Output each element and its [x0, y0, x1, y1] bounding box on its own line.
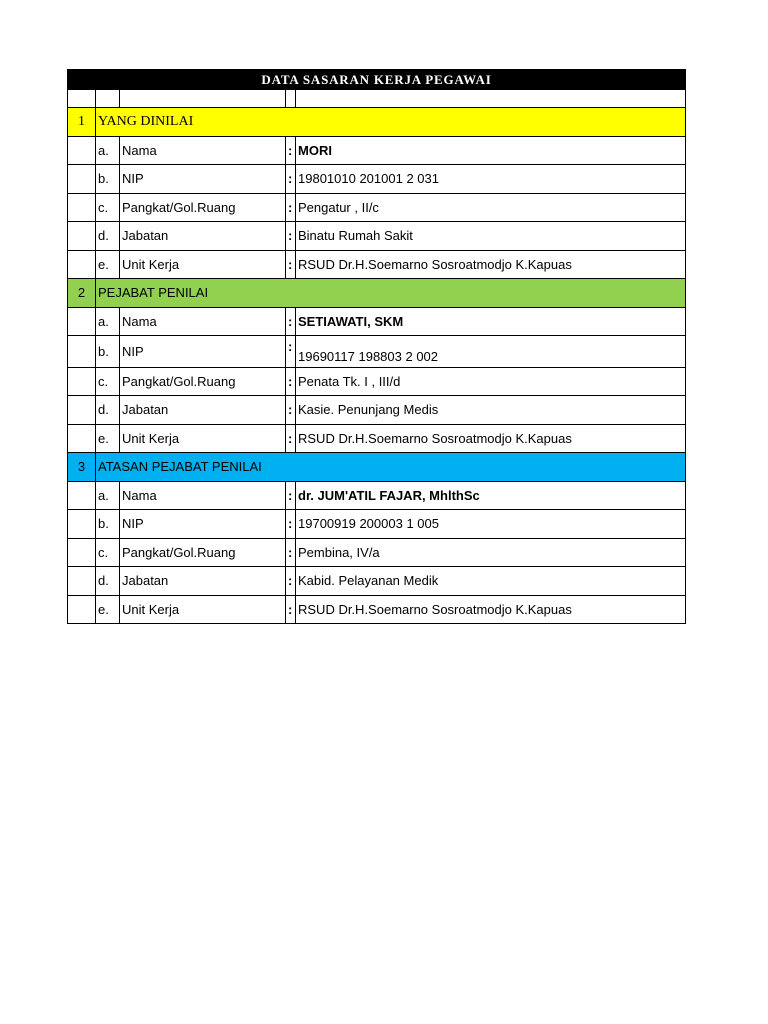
row-label[interactable]: Jabatan: [120, 567, 286, 596]
row-letter[interactable]: a.: [96, 307, 120, 336]
colon-cell[interactable]: :: [286, 510, 296, 539]
row-letter[interactable]: e.: [96, 250, 120, 279]
blank-cell[interactable]: [96, 90, 120, 108]
colon-cell[interactable]: :: [286, 165, 296, 194]
number-cell[interactable]: [68, 136, 96, 165]
section-number[interactable]: 1: [68, 108, 96, 137]
row-value[interactable]: RSUD Dr.H.Soemarno Sosroatmodjo K.Kapuas: [296, 424, 686, 453]
section-header-atasan-pejabat-penilai: [68, 453, 686, 482]
row-label[interactable]: Nama: [120, 136, 286, 165]
number-cell[interactable]: [68, 367, 96, 396]
number-cell[interactable]: [68, 510, 96, 539]
blank-cell[interactable]: [68, 90, 96, 108]
table-row: [68, 595, 686, 624]
table-row: [68, 567, 686, 596]
section-header-pejabat-penilai: [68, 279, 686, 308]
colon-cell[interactable]: :: [286, 336, 296, 368]
number-cell[interactable]: [68, 222, 96, 251]
number-cell[interactable]: [68, 538, 96, 567]
row-letter[interactable]: b.: [96, 510, 120, 539]
section-title[interactable]: YANG DINILAI: [96, 108, 686, 137]
row-label[interactable]: Pangkat/Gol.Ruang: [120, 193, 286, 222]
number-cell[interactable]: [68, 567, 96, 596]
row-value[interactable]: Pembina, IV/a: [296, 538, 686, 567]
row-label[interactable]: NIP: [120, 336, 286, 368]
table-row: [68, 193, 686, 222]
row-letter[interactable]: a.: [96, 481, 120, 510]
row-label[interactable]: Nama: [120, 307, 286, 336]
row-letter[interactable]: a.: [96, 136, 120, 165]
row-value[interactable]: Penata Tk. I , III/d: [296, 367, 686, 396]
number-cell[interactable]: [68, 193, 96, 222]
row-label[interactable]: Unit Kerja: [120, 250, 286, 279]
row-letter[interactable]: c.: [96, 367, 120, 396]
colon-cell[interactable]: :: [286, 250, 296, 279]
row-letter[interactable]: e.: [96, 595, 120, 624]
row-value[interactable]: RSUD Dr.H.Soemarno Sosroatmodjo K.Kapuas: [296, 595, 686, 624]
row-label[interactable]: NIP: [120, 165, 286, 194]
table-row: [68, 538, 686, 567]
colon-cell[interactable]: :: [286, 567, 296, 596]
table-title: DATA SASARAN KERJA PEGAWAI: [68, 70, 686, 90]
table-row: [68, 510, 686, 539]
row-letter[interactable]: c.: [96, 538, 120, 567]
table-row: [68, 165, 686, 194]
colon-cell[interactable]: :: [286, 222, 296, 251]
blank-cell[interactable]: [286, 90, 296, 108]
table-row: [68, 367, 686, 396]
table-row: [68, 136, 686, 165]
table-row: [68, 336, 686, 368]
number-cell[interactable]: [68, 336, 96, 368]
row-label[interactable]: Jabatan: [120, 222, 286, 251]
row-value[interactable]: Binatu Rumah Sakit: [296, 222, 686, 251]
number-cell[interactable]: [68, 307, 96, 336]
row-label[interactable]: NIP: [120, 510, 286, 539]
row-value[interactable]: 19801010 201001 2 031: [296, 165, 686, 194]
section-number[interactable]: 3: [68, 453, 96, 482]
row-value[interactable]: 19690117 198803 2 002: [296, 336, 686, 368]
section-title[interactable]: PEJABAT PENILAI: [96, 279, 686, 308]
blank-row: [68, 90, 686, 108]
row-value[interactable]: Pengatur , II/c: [296, 193, 686, 222]
colon-cell[interactable]: :: [286, 424, 296, 453]
colon-cell[interactable]: :: [286, 367, 296, 396]
row-value[interactable]: Kasie. Penunjang Medis: [296, 396, 686, 425]
row-label[interactable]: Pangkat/Gol.Ruang: [120, 538, 286, 567]
table-title-row: [68, 70, 686, 90]
row-value[interactable]: 19700919 200003 1 005: [296, 510, 686, 539]
row-value[interactable]: Kabid. Pelayanan Medik: [296, 567, 686, 596]
number-cell[interactable]: [68, 165, 96, 194]
colon-cell[interactable]: :: [286, 595, 296, 624]
row-value[interactable]: SETIAWATI, SKM: [296, 307, 686, 336]
colon-cell[interactable]: :: [286, 193, 296, 222]
colon-cell[interactable]: :: [286, 538, 296, 567]
number-cell[interactable]: [68, 424, 96, 453]
row-letter[interactable]: d.: [96, 222, 120, 251]
colon-cell[interactable]: :: [286, 481, 296, 510]
blank-cell[interactable]: [296, 90, 686, 108]
table-row: [68, 250, 686, 279]
spreadsheet-sheet: [67, 69, 685, 624]
number-cell[interactable]: [68, 396, 96, 425]
row-label[interactable]: Nama: [120, 481, 286, 510]
number-cell[interactable]: [68, 250, 96, 279]
number-cell[interactable]: [68, 595, 96, 624]
blank-cell[interactable]: [120, 90, 286, 108]
row-label[interactable]: Unit Kerja: [120, 424, 286, 453]
row-value[interactable]: MORI: [296, 136, 686, 165]
row-label[interactable]: Unit Kerja: [120, 595, 286, 624]
section-title[interactable]: ATASAN PEJABAT PENILAI: [96, 453, 686, 482]
employee-target-table: [67, 69, 686, 624]
row-label[interactable]: Pangkat/Gol.Ruang: [120, 367, 286, 396]
table-row: [68, 396, 686, 425]
row-value[interactable]: RSUD Dr.H.Soemarno Sosroatmodjo K.Kapuas: [296, 250, 686, 279]
row-letter[interactable]: d.: [96, 567, 120, 596]
section-number[interactable]: 2: [68, 279, 96, 308]
number-cell[interactable]: [68, 481, 96, 510]
table-row: [68, 222, 686, 251]
row-letter[interactable]: d.: [96, 396, 120, 425]
section-header-yang-dinilai: [68, 108, 686, 137]
row-label[interactable]: Jabatan: [120, 396, 286, 425]
row-letter[interactable]: b.: [96, 336, 120, 368]
table-row: [68, 424, 686, 453]
row-letter[interactable]: b.: [96, 165, 120, 194]
row-letter[interactable]: e.: [96, 424, 120, 453]
row-value[interactable]: dr. JUM'ATIL FAJAR, MhlthSc: [296, 481, 686, 510]
row-letter[interactable]: c.: [96, 193, 120, 222]
colon-cell[interactable]: :: [286, 307, 296, 336]
colon-cell[interactable]: :: [286, 396, 296, 425]
colon-cell[interactable]: :: [286, 136, 296, 165]
table-row: [68, 481, 686, 510]
table-row: [68, 307, 686, 336]
